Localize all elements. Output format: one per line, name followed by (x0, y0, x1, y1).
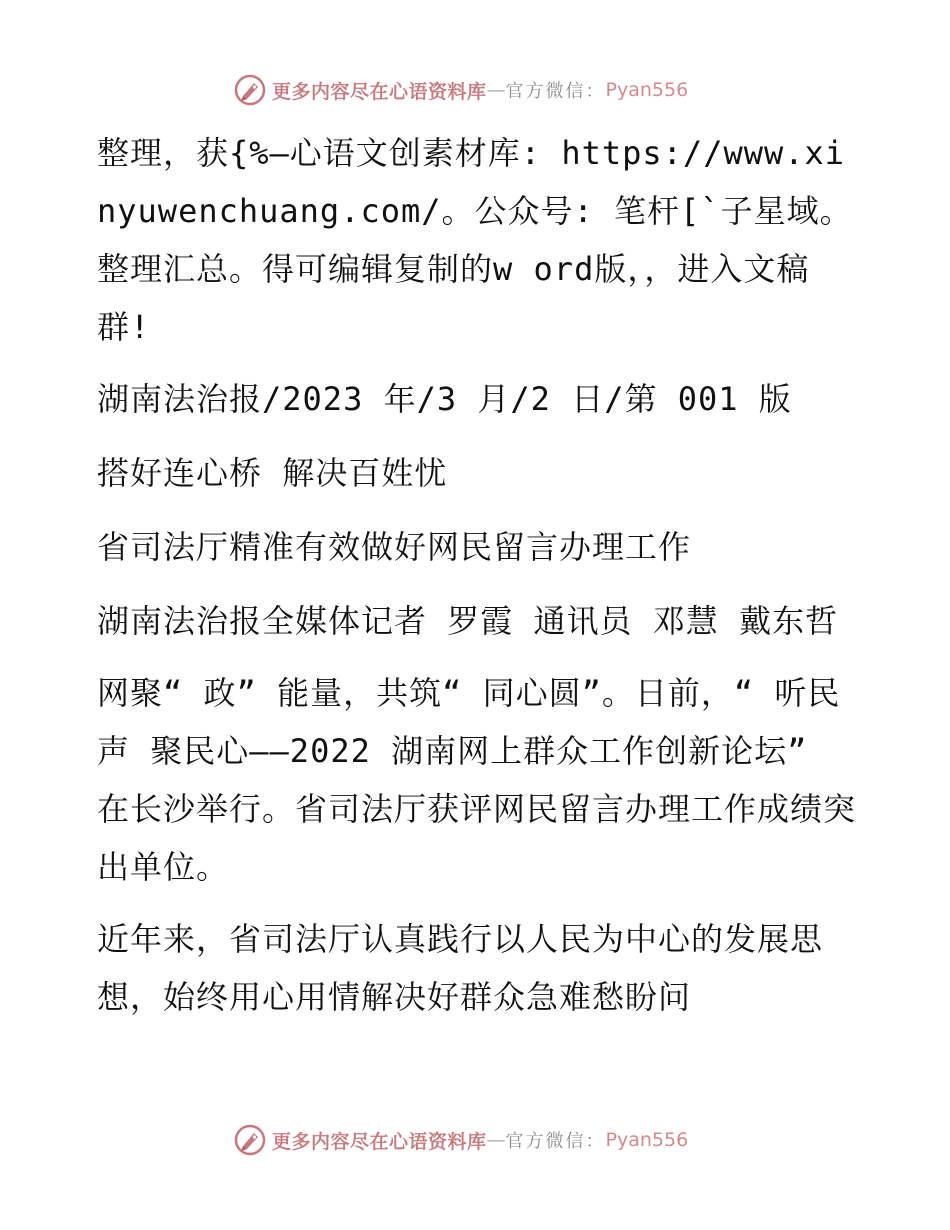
body-paragraph: 近年来，省司法厅认真践行以人民为中心的发展思想，始终用心用情解决好群众急难愁盼问 (97, 920, 824, 1016)
byline: 湖南法治报全媒体记者 罗霞 通讯员 邓慧 戴东哲 (97, 602, 839, 640)
document-body (97, 124, 857, 1040)
article-subtitle: 省司法厅精准有效做好网民留言办理工作 (97, 528, 692, 566)
article-title: 搭好连心桥 解决百姓忧 (97, 454, 448, 492)
publication-line: 湖南法治报/2023 年/3 月/2 日/第 001 版 (97, 380, 792, 418)
watermark-main-text: 更多内容尽在心语资料库 (272, 80, 487, 103)
pen-nib-logo-icon (234, 74, 266, 106)
watermark-wechat-label: 官方微信： (505, 1131, 606, 1152)
source-notice-paragraph: 整理，获{%—心语文创素材库: https://www.xinyuwenchuang.com/。公众号: 笔杆[`子星域。整理汇总。得可编辑复制的w ord版，，进入文稿群! (97, 134, 853, 346)
watermark-separator: — (486, 79, 506, 101)
footer-watermark (234, 1122, 688, 1158)
watermark-wechat-id: Pyan556 (605, 79, 689, 101)
header-watermark (234, 72, 688, 108)
pen-nib-logo-icon (234, 1124, 266, 1156)
watermark-separator: — (486, 1129, 506, 1151)
watermark-wechat-id: Pyan556 (605, 1129, 689, 1151)
watermark-main-text: 更多内容尽在心语资料库 (272, 1130, 487, 1153)
body-paragraph: 网聚“ 政” 能量，共筑“ 同心圆”。日前，“ 听民声 聚民心——2022 湖南网上群众工作创新论坛” 在长沙举行。省司法厅获评网民留言办理工作成绩突出单位。 (97, 674, 857, 886)
watermark-wechat-label: 官方微信： (505, 81, 606, 102)
